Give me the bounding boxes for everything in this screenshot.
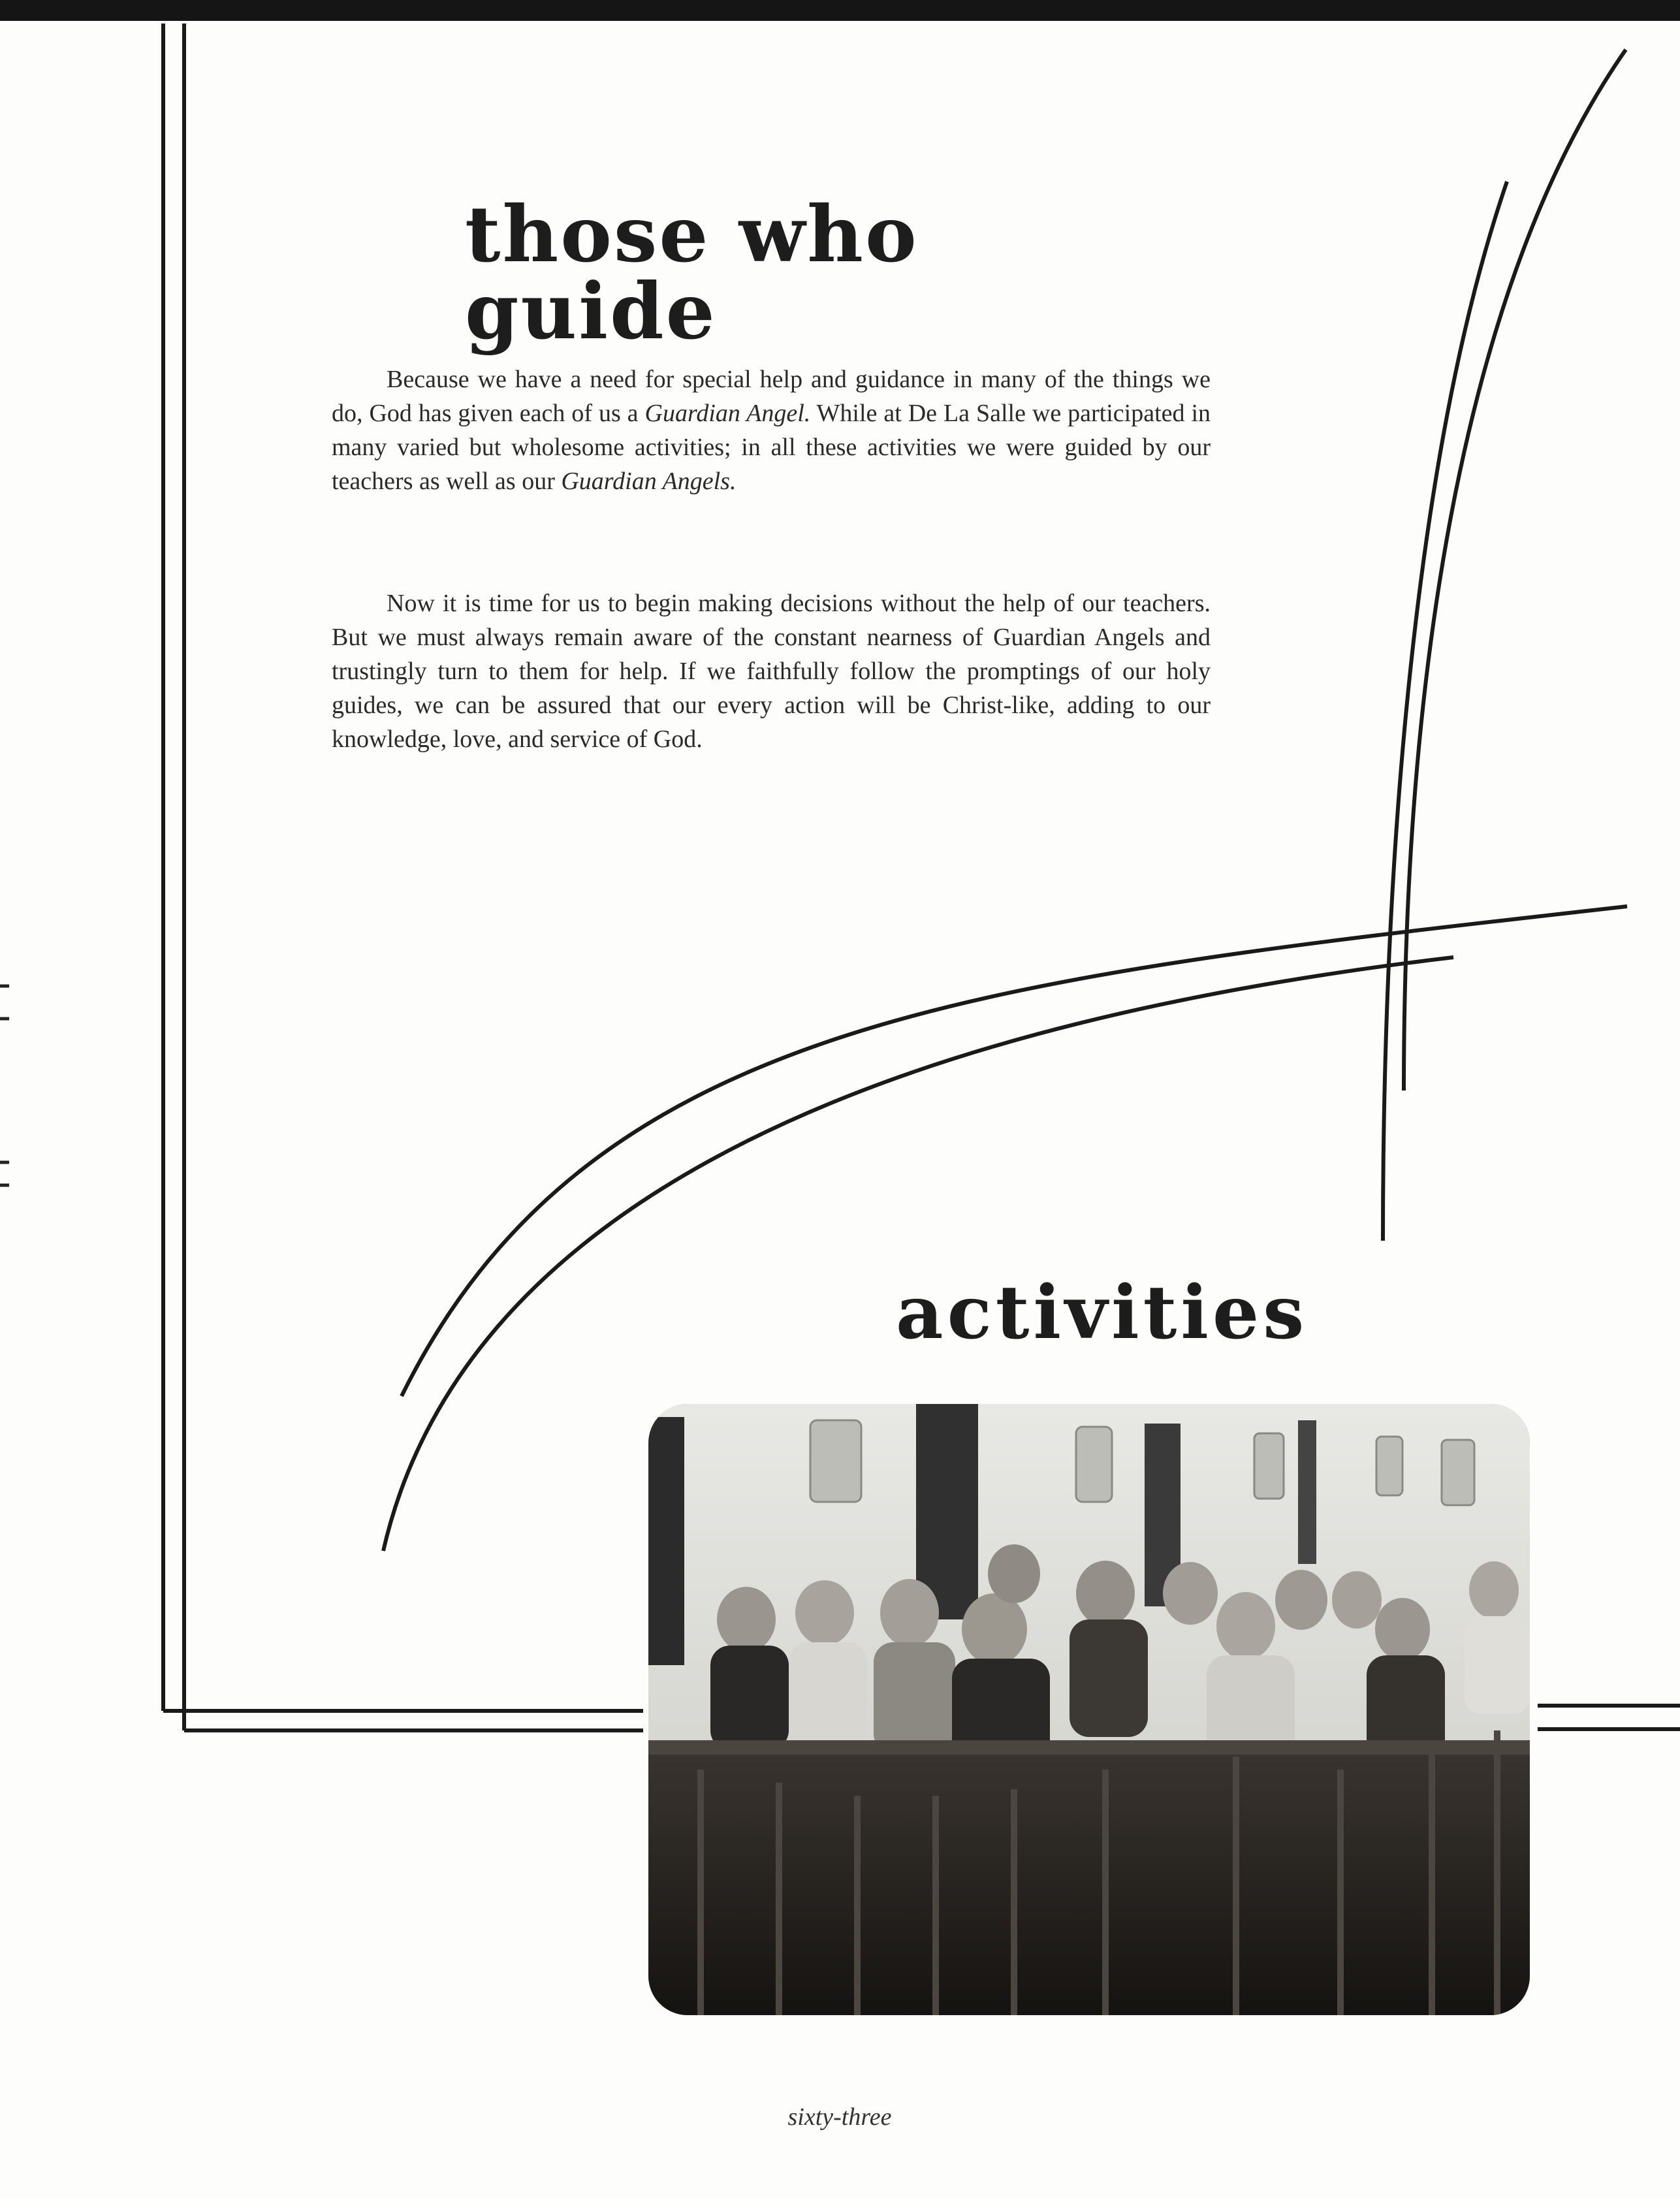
intro-italic-2: Guardian Angels. xyxy=(561,468,737,495)
chapel-photo xyxy=(648,1404,1530,2015)
page-title: those who guide xyxy=(465,189,919,357)
section-title: activities xyxy=(896,1270,1308,1356)
scan-top-edge xyxy=(0,0,1680,21)
right-arc-outer xyxy=(1404,50,1626,1091)
second-paragraph xyxy=(332,586,1211,756)
intro-paragraph xyxy=(332,362,1211,498)
intro-italic-1: Guardian Angel. xyxy=(644,400,811,427)
right-arc-inner xyxy=(1383,182,1507,1241)
second-paragraph-text: Now it is time for us to begin making decisions without the help of our teachers. But we must always remain aware of the constant nearness of Guardian Angels and trustingly turn to them for help. If we faithfully follow the promptings of our holy guides, we can be assured that our every action will be Christ-like, adding to our knowledge, love, and service of God. xyxy=(332,590,1211,753)
page-number: sixty-three xyxy=(787,2103,892,2131)
intro-text-2: While at De La Salle we participated in many varied but wholesome activities; in all these activities we were guided by our teachers as well as our xyxy=(332,400,1211,495)
intro-text-1: Because we have a need for special help and guidance in many of the things we do, God has given each of us a xyxy=(332,366,1211,427)
